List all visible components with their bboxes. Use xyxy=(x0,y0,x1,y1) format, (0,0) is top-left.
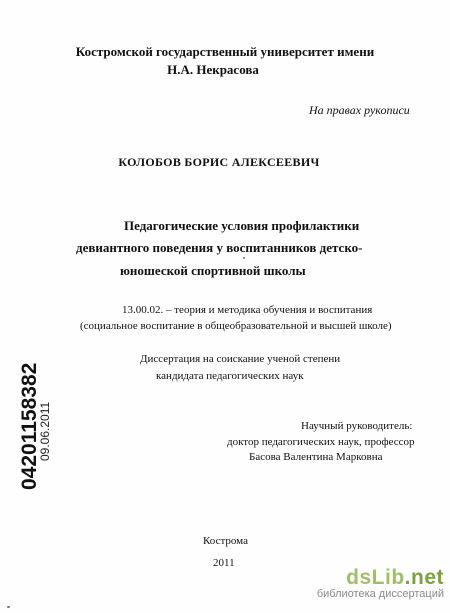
degree-line-1: Диссертация на соискание ученой степени xyxy=(140,353,341,365)
thesis-title-line-1: Педагогические условия профилактики xyxy=(124,218,360,233)
city: Кострома xyxy=(203,535,248,547)
scan-speck xyxy=(7,606,10,608)
dslib-logo-part-1: dsLib xyxy=(346,566,405,589)
thesis-title-line-3: юношеской спортивной школы xyxy=(120,263,306,278)
supervisor-name: Басова Валентина Марковна xyxy=(249,451,383,463)
university-line-2: Н.А. Некрасова xyxy=(167,62,259,77)
degree-line-2: кандидата педагогических наук xyxy=(156,370,304,382)
thesis-title-line-2: девиантного поведения у воспитанников детско- xyxy=(76,240,363,255)
dslib-caption: библиотека диссертаций xyxy=(316,588,444,600)
dslib-watermark xyxy=(294,566,444,610)
manuscript-rights-note: На правах рукописи xyxy=(309,103,410,117)
specialty-code-line: 13.00.02. – теория и методика обучения и воспитания xyxy=(122,304,373,316)
library-stamp-number: 04201158382 xyxy=(18,362,41,490)
scan-speck xyxy=(243,257,245,259)
dslib-logo-part-2: .net xyxy=(404,566,444,589)
year: 2011 xyxy=(213,557,235,569)
library-stamp xyxy=(12,355,52,495)
author-name: КОЛОБОВ БОРИС АЛЕКСЕЕВИЧ xyxy=(118,155,320,169)
dslib-logo xyxy=(294,566,444,590)
specialty-description-line: (социальное воспитание в общеобразовательной и высшей школе) xyxy=(80,320,392,332)
supervisor-credentials: доктор педагогических наук, профессор xyxy=(227,436,415,448)
supervisor-heading: Научный руководитель: xyxy=(301,420,413,432)
library-stamp-date: 09.06.2011 xyxy=(38,401,52,461)
university-line-1: Костромской государственный университет имени xyxy=(75,44,375,59)
